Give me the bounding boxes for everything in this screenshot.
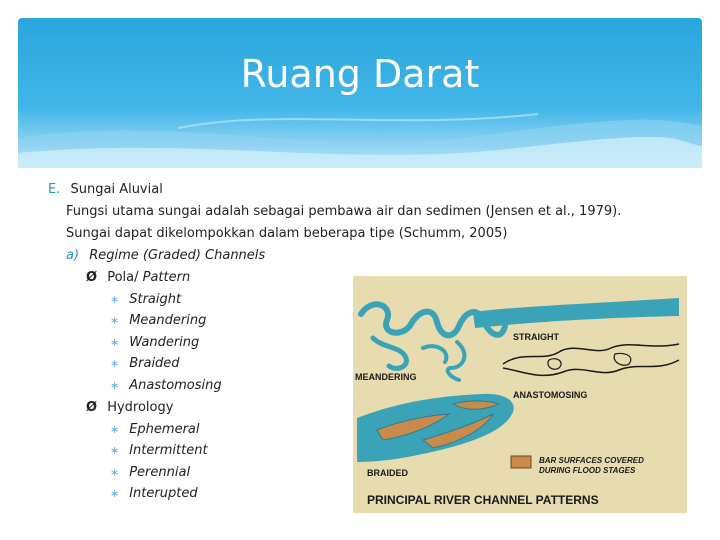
anastomosing-channel [503, 344, 679, 364]
item-marker: E. [48, 182, 61, 197]
bullet-icon: ∗ [110, 466, 120, 479]
bullet-icon: ∗ [110, 423, 120, 436]
paragraph-1: Fungsi utama sungai adalah sebagai pembawa air dan sedimen (Jensen et al., 1979). [66, 204, 622, 219]
slide-title: Ruang Darat [240, 52, 480, 96]
bullet-icon: ∗ [110, 487, 120, 500]
list-item: ∗ Anastomosing [110, 378, 222, 393]
paragraph-2: Sungai dapat dikelompokkan dalam beberapa tipe (Schumm, 2005) [66, 226, 508, 241]
list-item: ∗ Interupted [110, 486, 198, 501]
arrow-bullet-icon: Ø [86, 400, 98, 415]
river-channel-patterns-figure [353, 276, 687, 513]
list-item: ∗ Meandering [110, 313, 207, 328]
bullet-icon: ∗ [110, 293, 120, 306]
list-item: ∗ Ephemeral [110, 422, 200, 437]
pola-row [86, 270, 190, 286]
list-item: ∗ Braided [110, 356, 180, 371]
list-item: ∗ Intermittent [110, 443, 208, 458]
hydrology-label: Hydrology [107, 400, 174, 415]
braided-label: BRAIDED [367, 468, 409, 478]
legend-swatch [511, 456, 531, 468]
list-item: ∗ Wandering [110, 335, 200, 350]
list-item: ∗ Perennial [110, 465, 191, 480]
straight-label: STRAIGHT [513, 332, 559, 342]
river-channel-illustration [353, 276, 687, 513]
bullet-icon: ∗ [110, 444, 120, 457]
item-e-row [48, 182, 163, 198]
bullet-icon: ∗ [110, 314, 120, 327]
pola-label: Pola/ Pattern [107, 270, 191, 285]
bullet-icon: ∗ [110, 357, 120, 370]
sub-item-a-row [66, 248, 265, 264]
item-heading: Sungai Aluvial [70, 182, 163, 197]
arrow-bullet-icon: Ø [86, 270, 98, 285]
figure-caption: PRINCIPAL RIVER CHANNEL PATTERNS [367, 493, 599, 507]
hydrology-row [86, 400, 173, 416]
legend-line-2: DURING FLOOD STAGES [539, 466, 636, 475]
legend-line-1: BAR SURFACES COVERED [539, 456, 644, 465]
straight-channel [473, 298, 679, 328]
bullet-icon: ∗ [110, 336, 120, 349]
anastomosing-label: ANASTOMOSING [513, 390, 588, 400]
bullet-icon: ∗ [110, 379, 120, 392]
list-item: ∗ Straight [110, 292, 182, 307]
sub-heading: Regime (Graded) Channels [89, 248, 266, 263]
meandering-label: MEANDERING [355, 372, 417, 382]
sub-marker: a) [66, 248, 80, 263]
